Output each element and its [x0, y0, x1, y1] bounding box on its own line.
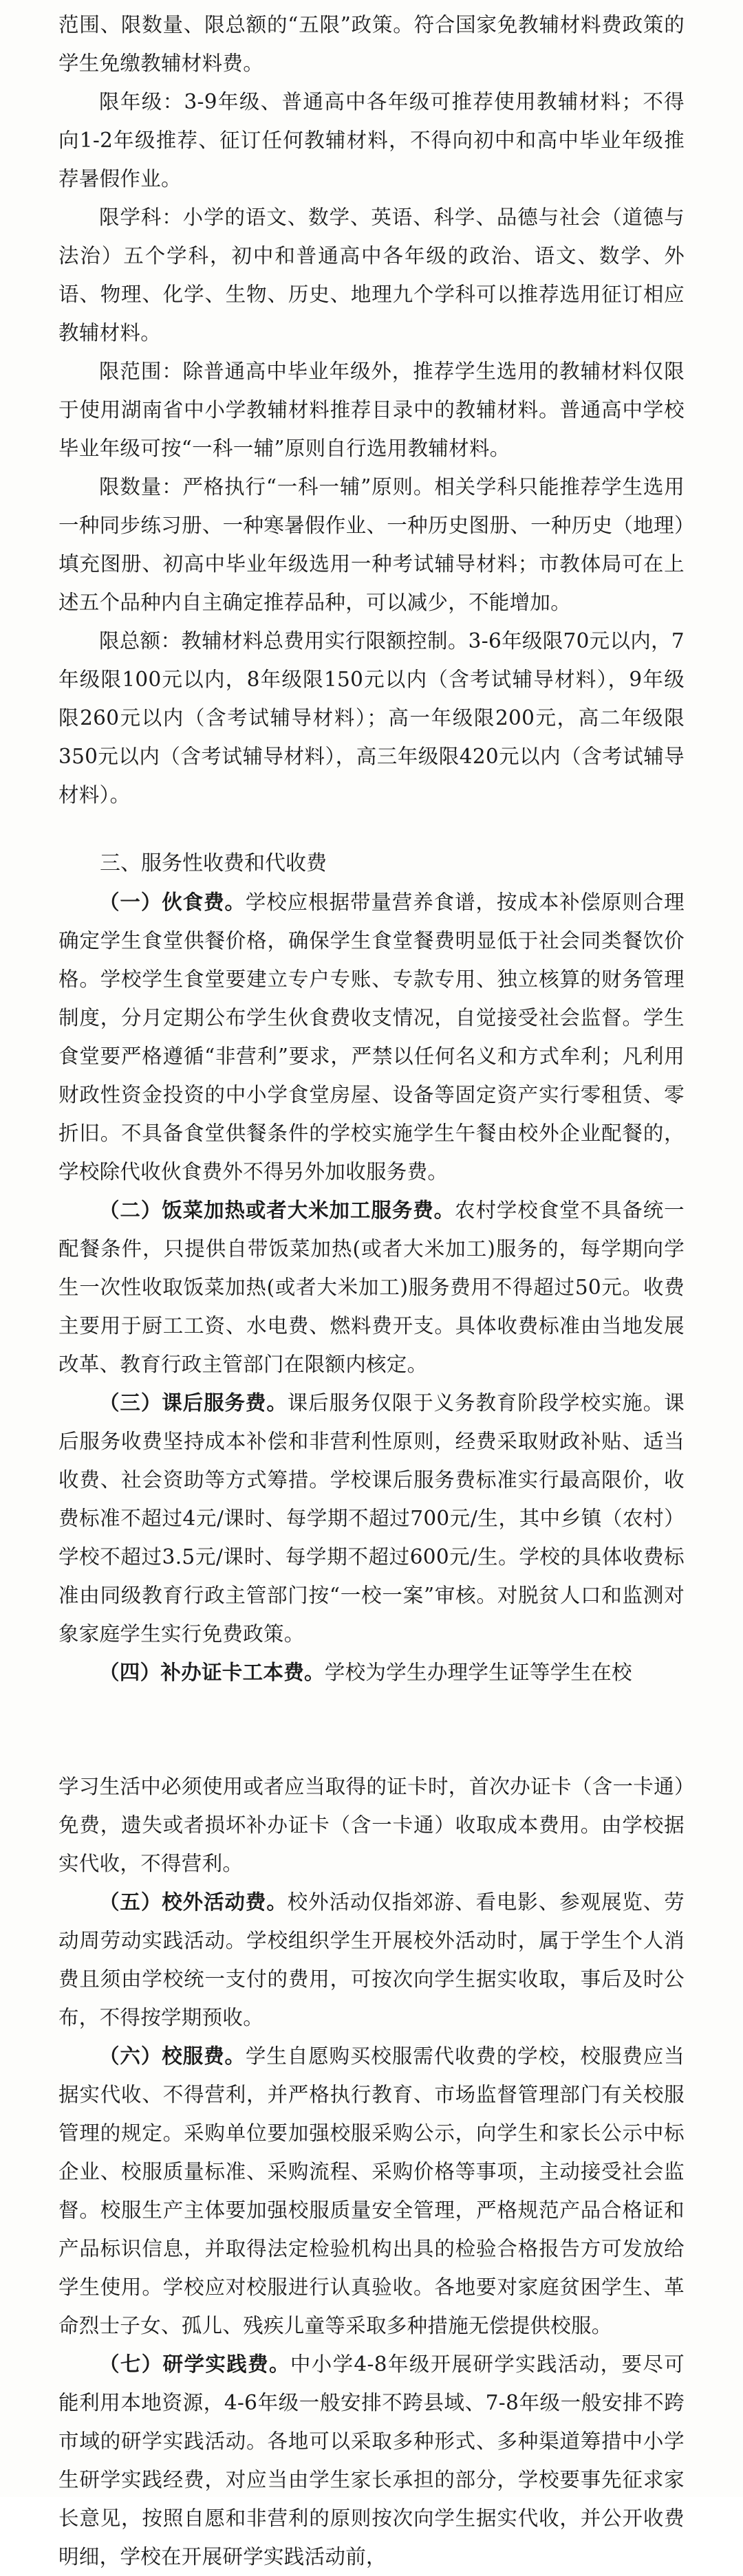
item-text: 学校为学生办理学生证等学生在校 [324, 1661, 632, 1684]
item-text: 校外活动仅指郊游、看电影、参观展览、劳动周劳动实践活动。学校组织学生开展校外活动时，属于学生个人消费且须由学校统一支付的费用，可按次向学生据实收取，事后及时公布，不得按学期预收。 [58, 1890, 685, 2029]
item-text: 课后服务仅限于义务教育阶段学校实施。课后服务收费坚持成本补偿和非营利性原则，经费采取财政补贴、适当收费、社会资助等方式筹措。学校课后服务费标准实行最高限价，收费标准不超过4元/课时、每学期不超过700元/生，其中乡镇（农村）学校不超过3.5元/课时、每学期不超过600元/生。学校的具体收费标准由同级教育行政主管部门按“一校一案”审核。对脱贫人口和监测对象家庭学生实行免费政策。 [58, 1391, 685, 1646]
card-fee-continuation: 学习生活中必须使用或者应当取得的证卡时，首次办证卡（含一卡通）免费，遗失或者损坏补办证卡（含一卡通）收取成本费用。由学校据实代收，不得营利。 [58, 1775, 685, 1875]
item-outdoor-fee [58, 1883, 685, 2037]
item-text: 农村学校食堂不具备统一配餐条件，只提供自带饭菜加热(或者大米加工)服务的，每学期向学生一次性收取饭菜加热(或者大米加工)服务费用不得超过50元。收费主要用于厨工工资、水电费、燃料费开支。具体收费标准由当地发展改革、教育行政主管部门在限额内核定。 [58, 1199, 685, 1376]
limit-subject: 限学科：小学的语文、数学、英语、科学、品德与社会（道德与法治）五个学科，初中和普通高中各年级的政治、语文、数学、外语、物理、化学、生物、历史、地理九个学科可以推荐选用征订相应教辅材料。 [58, 206, 685, 345]
item-afterschool-fee [58, 1384, 685, 1653]
item-lead: （七）研学实践费。 [99, 2352, 290, 2376]
limit-total: 限总额：教辅材料总费用实行限额控制。3-6年级限70元以内，7年级限100元以内，8年级限150元以内（含考试辅导材料），9年级限260元以内（含考试辅导材料）；高一年级限200元，高二年级限350元以内（含考试辅导材料），高三年级限420元以内（含考试辅导材料）。 [58, 629, 685, 807]
limit-quantity: 限数量：严格执行“一科一辅”原则。相关学科只能推荐学生选用一种同步练习册、一种寒暑假作业、一种历史图册、一种历史（地理）填充图册、初高中毕业年级选用一种考试辅导材料；市教体局可在上述五个品种内自主确定推荐品种，可以减少，不能增加。 [58, 475, 685, 614]
limit-scope: 限范围：除普通高中毕业年级外，推荐学生选用的教辅材料仅限于使用湖南省中小学教辅材料推荐目录中的教辅材料。普通高中学校毕业年级可按“一科一辅”原则自行选用教辅材料。 [58, 360, 685, 460]
item-study-trip-fee [58, 2345, 685, 2576]
intro-continuation: 范围、限数量、限总额的“五限”政策。符合国家免教辅材料费政策的学生免缴教辅材料费。 [58, 13, 685, 75]
limit-grade: 限年级：3-9年级、普通高中各年级可推荐使用教辅材料；不得向1-2年级推荐、征订任何教辅材料，不得向初中和高中毕业年级推荐暑假作业。 [58, 90, 685, 190]
item-uniform-fee [58, 2037, 685, 2345]
item-heating-fee [58, 1191, 685, 1384]
item-lead: （三）课后服务费。 [99, 1390, 288, 1415]
item-meal-fee [58, 883, 685, 1191]
item-lead: （一）伙食费。 [99, 890, 246, 914]
item-lead: （四）补办证卡工本费。 [99, 1660, 325, 1684]
page-break [58, 1692, 685, 1767]
item-card-fee [58, 1653, 685, 1692]
item-text: 学生自愿购买校服需代收费的学校，校服费应当据实代收、不得营利，并严格执行教育、市场监督管理部门有关校服管理的规定。采购单位要加强校服采购公示，向学生和家长公示中标企业、校服质量标准、采购流程、采购价格等事项，主动接受社会监督。校服生产主体要加强校服质量安全管理，严格规范产品合格证和产品标识信息，并取得法定检验机构出具的检验合格报告方可发放给学生使用。学校应对校服进行认真验收。各地要对家庭贫困学生、革命烈士子女、孤儿、残疾儿童等采取多种措施无偿提供校服。 [58, 2044, 685, 2337]
item-text: 中小学4-8年级开展研学实践活动，要尽可能利用本地资源，4-6年级一般安排不跨县域、7-8年级一般安排不跨市域的研学实践活动。各地可以采取多种形式、多种渠道筹措中小学生研学实践经费，对应当由学生家长承担的部分，学校要事先征求家长意见，按照自愿和非营利的原则按次向学生据实代收，并公开收费明细，学校在开展研学实践活动前， [58, 2353, 685, 2568]
document-body [58, 6, 685, 2576]
section-title: 三、服务性收费和代收费 [100, 851, 327, 875]
item-lead: （六）校服费。 [99, 2044, 246, 2068]
item-lead: （二）饭菜加热或者大米加工服务费。 [99, 1198, 455, 1222]
item-text: 学校应根据带量营养食谱，按成本补偿原则合理确定学生食堂供餐价格，确保学生食堂餐费明显低于社会同类餐饮价格。学校学生食堂要建立专户专账、专款专用、独立核算的财务管理制度，分月定期公布学生伙食费收支情况，自觉接受社会监督。学生食堂要严格遵循“非营利”要求，严禁以任何名义和方式牟利；凡利用财政性资金投资的中小学食堂房屋、设备等固定资产实行零租赁、零折旧。不具备食堂供餐条件的学校实施学生午餐由校外企业配餐的，学校除代收伙食费外不得另外加收服务费。 [58, 891, 685, 1183]
item-lead: （五）校外活动费。 [99, 1890, 288, 1914]
